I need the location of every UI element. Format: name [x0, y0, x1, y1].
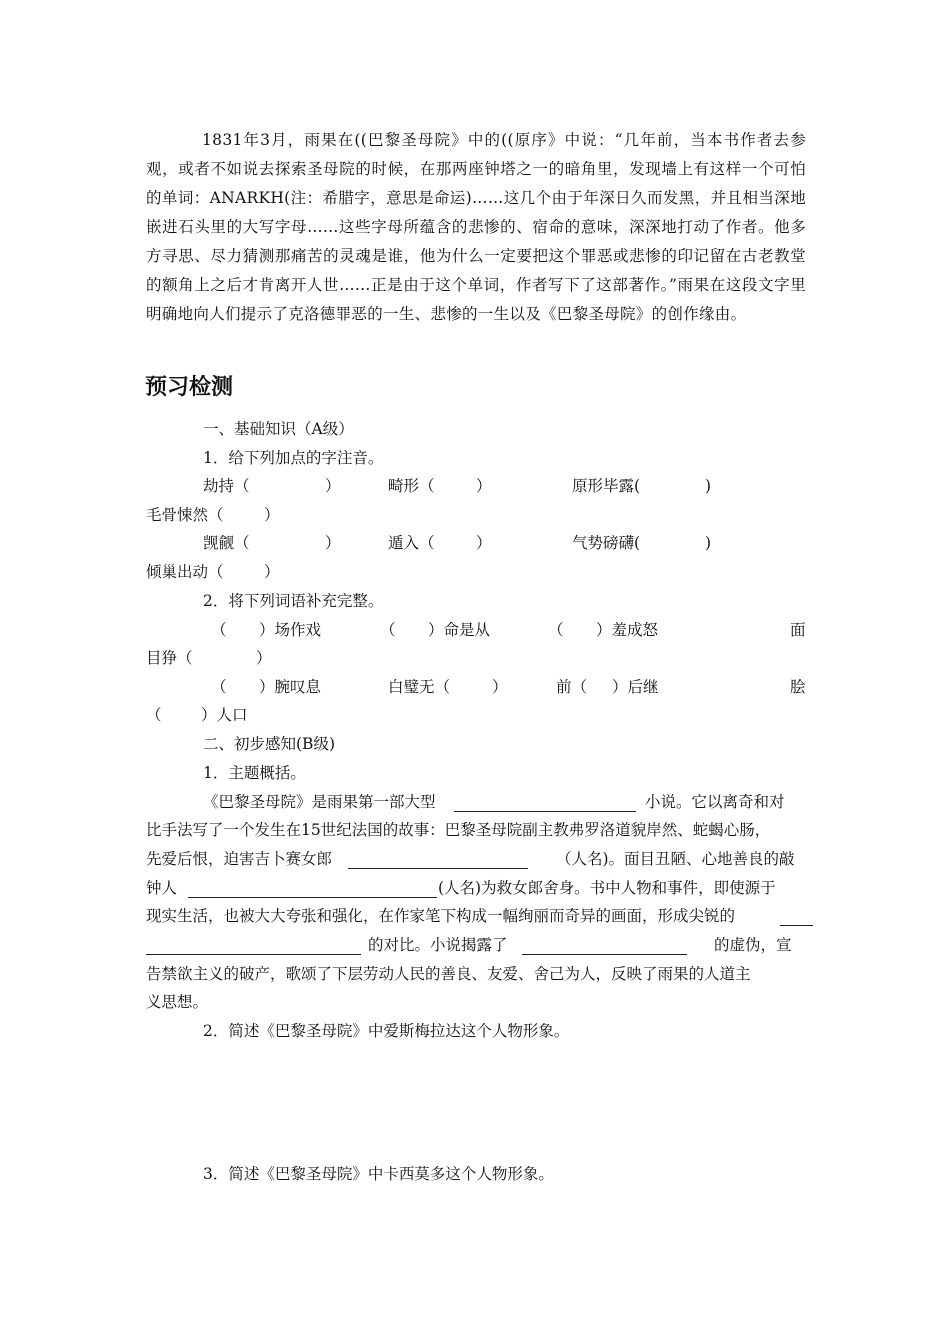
fill-item-qian: 前（ [556, 678, 588, 696]
section-heading: 预习检测 [145, 375, 234, 400]
fill-item-mian: 面 [790, 621, 806, 639]
theme-line-8: 义思想。 [146, 993, 209, 1011]
theme-line-5a: 现实生活，也被大大夸张和强化，在作家笔下构成一幅绚丽而奇异的画面，形成尖锐的 [146, 907, 736, 925]
pinyin-item-yuanxingbilu: 原形毕露( [572, 477, 641, 495]
pinyin-close: ） [264, 563, 280, 581]
answer-blank[interactable] [522, 938, 687, 955]
theme-line-2: 比手法写了一个发生在15世纪法国的故事：巴黎圣母院副主教弗罗洛道貌岸然、蛇蝎心肠， [146, 821, 771, 839]
pinyin-close: ） [325, 477, 341, 495]
pinyin-item-qishipangbo: 气势磅礴( [572, 534, 641, 552]
theme-line-6b: 的虚伪，宣 [714, 936, 792, 954]
fill-item-xiuchengnu: ）羞成怒 [596, 621, 659, 639]
fill-item-wantanxi: ）腕叹息 [259, 678, 322, 696]
level-a-title: 一、基础知识（A级） [203, 420, 354, 438]
answer-blank[interactable] [348, 852, 528, 869]
pinyin-item-jiyu: 觊觎（ [203, 534, 250, 552]
fill-item-open: （ [211, 678, 227, 696]
fill-item-close: ） [492, 678, 508, 696]
question-b1: 1．主题概括。 [203, 764, 306, 782]
fill-item-open: （ [548, 621, 564, 639]
fill-item-baibiwu: 白璧无（ [388, 678, 451, 696]
pinyin-close: ） [476, 477, 492, 495]
question-1: 1．给下列加点的字注音。 [203, 449, 384, 467]
pinyin-item-qingchaochudong: 倾巢出动（ [146, 563, 224, 581]
theme-line-1a: 《巴黎圣母院》是雨果第一部大型 [203, 793, 436, 811]
fill-item-open: （ [211, 621, 227, 639]
pinyin-close: ） [476, 534, 492, 552]
fill-item-houji: ）后继 [612, 678, 659, 696]
fill-item-renkou: ）人口 [201, 706, 248, 724]
level-b-title: 二、初步感知(B级) [203, 735, 335, 753]
theme-line-3b: （人名)。面目丑陋、心地善良的敲 [556, 850, 795, 868]
answer-blank[interactable] [146, 938, 361, 955]
fill-item-mingshicong: ）命是从 [428, 621, 491, 639]
fill-item-open: （ [380, 621, 396, 639]
answer-blank[interactable] [454, 795, 636, 812]
answer-blank[interactable] [780, 909, 813, 926]
theme-line-3a: 先爱后恨，迫害吉卜赛女郎 [146, 850, 333, 868]
pinyin-close: ) [705, 534, 712, 552]
theme-line-7: 告禁欲主义的破产，歌颂了下层劳动人民的善良、友爱、舍己为人，反映了雨果的人道主 [146, 965, 751, 983]
pinyin-close: ） [264, 506, 280, 524]
theme-line-4a: 钟人 [146, 879, 178, 897]
fill-item-muzheng: 目狰（ [146, 649, 193, 667]
intro-paragraph: 1831年3月，雨果在((巴黎圣母院》中的((原序》中说：“几年前，当本书作者去参观，或者不如说去探索圣母院的时候，在那两座钟塔之一的暗角里，发现墙上有这样一个可怕的单词：ANARKH(注：希腊字，意思是命运)……这几个由于年深日久而发黑，并且相当深地嵌进石头里的大写字母……这些字母所蕴含的悲惨的、宿命的意味，深深地打动了作者。他多方寻思、尽力猜测那痛苦的灵魂是谁，他为什么一定要把这个罪恶或悲惨的印记留在古老教堂的额角上之后才肯离开人世……正是由于这个单词，作者写下了这部著作。”雨果在这段文字里明确地向人们提示了克洛德罪恶的一生、悲惨的一生以及《巴黎圣母院》的创作缘由。 [146, 131, 806, 323]
theme-line-1b: 小说。它以离奇和对 [645, 793, 785, 811]
pinyin-item-jiechi: 劫持（ [203, 477, 250, 495]
pinyin-item-maogusongran: 毛骨悚然（ [146, 506, 224, 524]
fill-item-kuai: 脍 [790, 678, 806, 696]
fill-item-open: （ [146, 706, 162, 724]
question-b2: 2．简述《巴黎圣母院》中爱斯梅拉达这个人物形象。 [203, 1022, 570, 1040]
question-2: 2．将下列词语补充完整。 [203, 592, 384, 610]
pinyin-close: ) [705, 477, 712, 495]
theme-line-6a: 的对比。小说揭露了 [368, 936, 508, 954]
fill-item-close: ） [256, 649, 272, 667]
pinyin-close: ） [325, 534, 341, 552]
answer-blank[interactable] [188, 881, 437, 898]
pinyin-item-dunru: 遁入（ [388, 534, 435, 552]
pinyin-item-jixing: 畸形（ [388, 477, 435, 495]
question-b3: 3．简述《巴黎圣母院》中卡西莫多这个人物形象。 [203, 1165, 554, 1183]
fill-item-changzuoxi: ）场作戏 [259, 621, 322, 639]
theme-line-4b: (人名)为救女郎舍身。书中人物和事件，即使源于 [438, 879, 776, 897]
